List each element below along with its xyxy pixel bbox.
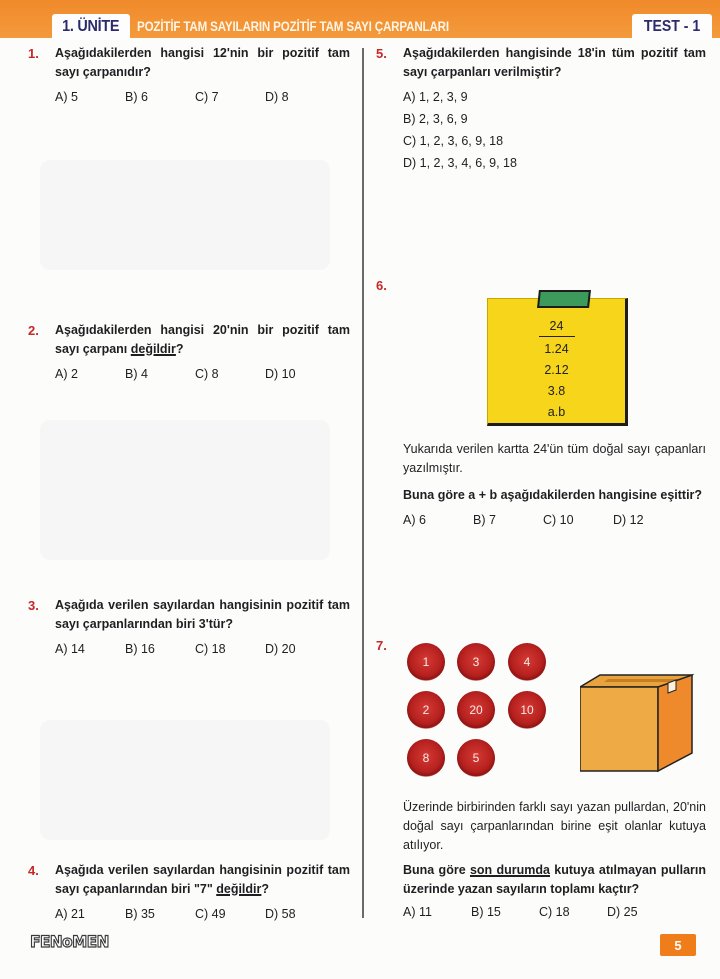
question-number: 5. xyxy=(376,46,387,61)
option-a[interactable]: A) 14 xyxy=(55,642,85,656)
pull-token xyxy=(508,643,546,681)
option-d[interactable]: D) 25 xyxy=(607,905,638,919)
option-c[interactable]: C) 7 xyxy=(195,90,219,104)
pull-token xyxy=(407,643,445,681)
option-d[interactable]: D) 10 xyxy=(265,367,296,381)
option-d[interactable]: D) 20 xyxy=(265,642,296,656)
option-c[interactable]: C) 1, 2, 3, 6, 9, 18 xyxy=(403,134,504,148)
unit-tab xyxy=(52,14,130,40)
answer-options xyxy=(55,88,350,107)
option-b[interactable]: B) 4 xyxy=(125,367,148,381)
answer-options xyxy=(403,86,706,174)
card-value: 1.24 xyxy=(544,342,569,356)
stem-end: kutuya atılmayan pulların üzerinde yazan sayıların toplamı kaçtır? xyxy=(403,863,707,896)
option-a[interactable]: A) 11 xyxy=(403,905,432,919)
stem-end: ? xyxy=(261,882,270,896)
question-7 xyxy=(376,798,706,922)
question-number: 3. xyxy=(28,598,39,613)
question-stem: Buna göre a + b aşağıdakilerden hangisine eşittir? xyxy=(403,488,703,502)
pull-value: 5 xyxy=(472,751,480,765)
option-b[interactable]: B) 16 xyxy=(125,642,155,656)
option-b[interactable]: B) 35 xyxy=(125,907,155,921)
question-info: Yukarıda verilen kartta 24'ün tüm doğal sayı çapanları yazılmıştır. xyxy=(403,442,706,475)
card-value: a.b xyxy=(547,405,566,419)
bleed-through-shade xyxy=(40,720,330,840)
question-stem xyxy=(55,861,350,899)
pull-value: 20 xyxy=(469,703,483,717)
option-b[interactable]: B) 7 xyxy=(473,513,496,527)
question-stem: Aşağıdakilerden hangisi 12'nin bir pozitif tam sayı çarpanıdır? xyxy=(55,46,350,79)
pull-token xyxy=(457,739,495,777)
stem-text: Buna göre xyxy=(403,863,466,877)
stem-text: Aşağıdakilerden hangisi 20'nin bir pozitif tam sayı çarpanı xyxy=(55,323,350,356)
stem-end: ? xyxy=(175,342,184,356)
option-a[interactable]: A) 6 xyxy=(403,513,426,527)
test-label: TEST - 1 xyxy=(643,18,701,35)
question-3 xyxy=(28,596,350,659)
pull-token xyxy=(457,643,495,681)
question-number: 2. xyxy=(28,323,39,338)
option-c[interactable]: C) 49 xyxy=(195,907,226,921)
answer-options xyxy=(55,640,350,659)
option-b[interactable]: B) 15 xyxy=(471,905,501,919)
card-value: 24 xyxy=(539,316,575,337)
option-d[interactable]: D) 1, 2, 3, 4, 6, 9, 18 xyxy=(403,156,517,170)
question-1 xyxy=(28,44,350,107)
page-title: POZİTİF TAM SAYILARIN POZİTİF TAM SAYI ÇARPANLARI xyxy=(137,19,449,34)
question-stem: Aşağıdakilerden hangisinde 18'in tüm pozitif tam sayı çarpanları verilmiştir? xyxy=(403,46,706,79)
cardboard-box-icon xyxy=(580,673,696,773)
stem-emphasis: son durumda xyxy=(469,863,550,877)
option-b[interactable]: B) 2, 3, 6, 9 xyxy=(403,112,468,126)
option-a[interactable]: A) 21 xyxy=(55,907,85,921)
question-stem xyxy=(55,321,350,359)
option-c[interactable]: C) 8 xyxy=(195,367,219,381)
pull-value: 2 xyxy=(422,703,430,717)
question-info: Üzerinde birbirinden farklı sayı yazan pullardan, 20'nin doğal sayı çarpanlarından birine eşit olanlar kutuya atılıyor. xyxy=(403,800,706,852)
pull-value: 8 xyxy=(422,751,430,765)
test-tab xyxy=(632,14,712,40)
card-values xyxy=(488,316,625,423)
card-value: 3.8 xyxy=(547,384,566,398)
question-number: 7. xyxy=(376,638,387,653)
question-stem: Aşağıda verilen sayılardan hangisinin pozitif tam sayı çarpanlarından biri 3'tür? xyxy=(55,598,350,631)
pull-token xyxy=(508,691,546,729)
tape-icon xyxy=(537,290,591,308)
pull-value: 3 xyxy=(472,655,480,669)
page-number: 5 xyxy=(660,934,696,956)
pull-value: 4 xyxy=(523,655,531,669)
publisher-logo: FENoMEN xyxy=(30,932,109,951)
question-number: 1. xyxy=(28,46,39,61)
question-2 xyxy=(28,321,350,384)
option-c[interactable]: C) 18 xyxy=(195,642,226,656)
stem-emphasis: değildir xyxy=(216,882,262,896)
option-d[interactable]: D) 58 xyxy=(265,907,296,921)
answer-options xyxy=(55,905,350,924)
option-a[interactable]: A) 2 xyxy=(55,367,78,381)
question-number: 4. xyxy=(28,863,39,878)
option-d[interactable]: D) 12 xyxy=(613,513,644,527)
pull-token xyxy=(457,691,495,729)
factor-card xyxy=(487,298,628,426)
stem-emphasis: değildir xyxy=(130,342,176,356)
card-value: 2.12 xyxy=(544,363,569,377)
bleed-through-shade xyxy=(40,160,330,270)
question-4 xyxy=(28,861,350,924)
option-a[interactable]: A) 1, 2, 3, 9 xyxy=(403,90,468,104)
bleed-through-shade xyxy=(40,420,330,560)
stem-text: Aşağıda verilen sayılardan hangisinin pozitif tam sayı çapanlarından biri "7" xyxy=(55,863,350,896)
option-d[interactable]: D) 8 xyxy=(265,90,289,104)
unit-label: 1. ÜNİTE xyxy=(62,18,120,35)
question-6 xyxy=(376,440,706,530)
option-c[interactable]: C) 10 xyxy=(543,513,574,527)
column-divider xyxy=(362,48,364,918)
question-5 xyxy=(376,44,706,174)
answer-options xyxy=(403,903,706,922)
answer-options xyxy=(55,365,350,384)
option-a[interactable]: A) 5 xyxy=(55,90,78,104)
question-stem xyxy=(403,861,706,899)
pull-value: 1 xyxy=(422,655,430,669)
answer-options xyxy=(403,511,706,530)
pull-token xyxy=(407,691,445,729)
pull-value: 10 xyxy=(520,703,534,717)
option-b[interactable]: B) 6 xyxy=(125,90,148,104)
option-c[interactable]: C) 18 xyxy=(539,905,570,919)
pull-token xyxy=(407,739,445,777)
question-number: 6. xyxy=(376,278,387,293)
